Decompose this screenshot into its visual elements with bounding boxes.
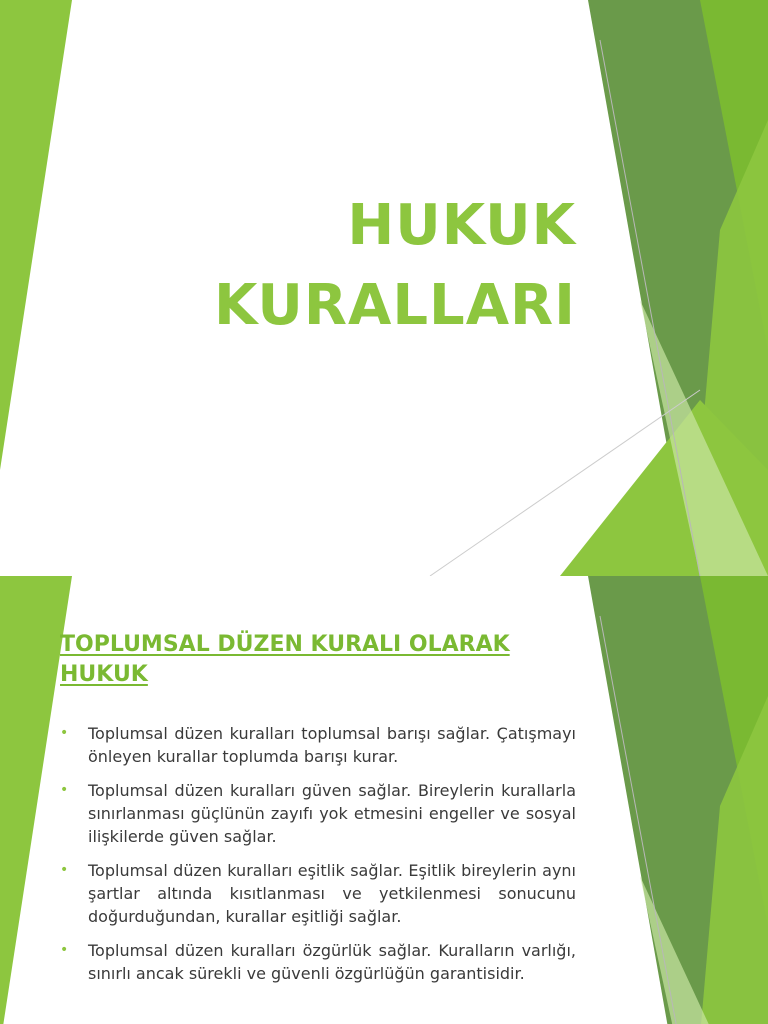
list-item — [60, 859, 576, 928]
bullet-icon: • — [60, 862, 69, 878]
bullet-text: Toplumsal düzen kuralları güven sağlar. Bireylerin kurallarla sınırlanması güçlünün zayıfı yok etmesini engeller ve sosyal ilişkilerde güven sağlar. — [88, 781, 576, 846]
bullet-icon: • — [60, 782, 69, 798]
list-item — [60, 722, 576, 768]
title-line-2: KURALLARI — [213, 273, 576, 338]
bullet-icon: • — [60, 725, 69, 741]
title-line-1: HUKUK — [347, 193, 576, 258]
bullet-icon: • — [60, 942, 69, 958]
list-item — [60, 779, 576, 848]
bullet-text: Toplumsal düzen kuralları eşitlik sağlar. Eşitlik bireylerin aynı şartlar altında kısıtlanması ve yetkilenmesi sonucunu doğurduğundan, kurallar eşitliği sağlar. — [88, 861, 576, 926]
bullet-text: Toplumsal düzen kuralları özgürlük sağlar. Kuralların varlığı, sınırlı ancak sürekli ve güvenli özgürlüğün garantisidir. — [88, 941, 576, 983]
slide-heading — [60, 630, 520, 690]
list-item — [60, 939, 576, 985]
bullet-list — [60, 722, 576, 996]
bullet-text: Toplumsal düzen kuralları toplumsal barışı sağlar. Çatışmayı önleyen kurallar toplumda barışı kurar. — [88, 724, 576, 766]
content-slide — [0, 576, 768, 1024]
heading-line-2: HUKUK — [60, 662, 148, 687]
heading-line-1: TOPLUMSAL DÜZEN KURALI OLARAK — [60, 632, 510, 657]
slide-title — [214, 186, 576, 346]
